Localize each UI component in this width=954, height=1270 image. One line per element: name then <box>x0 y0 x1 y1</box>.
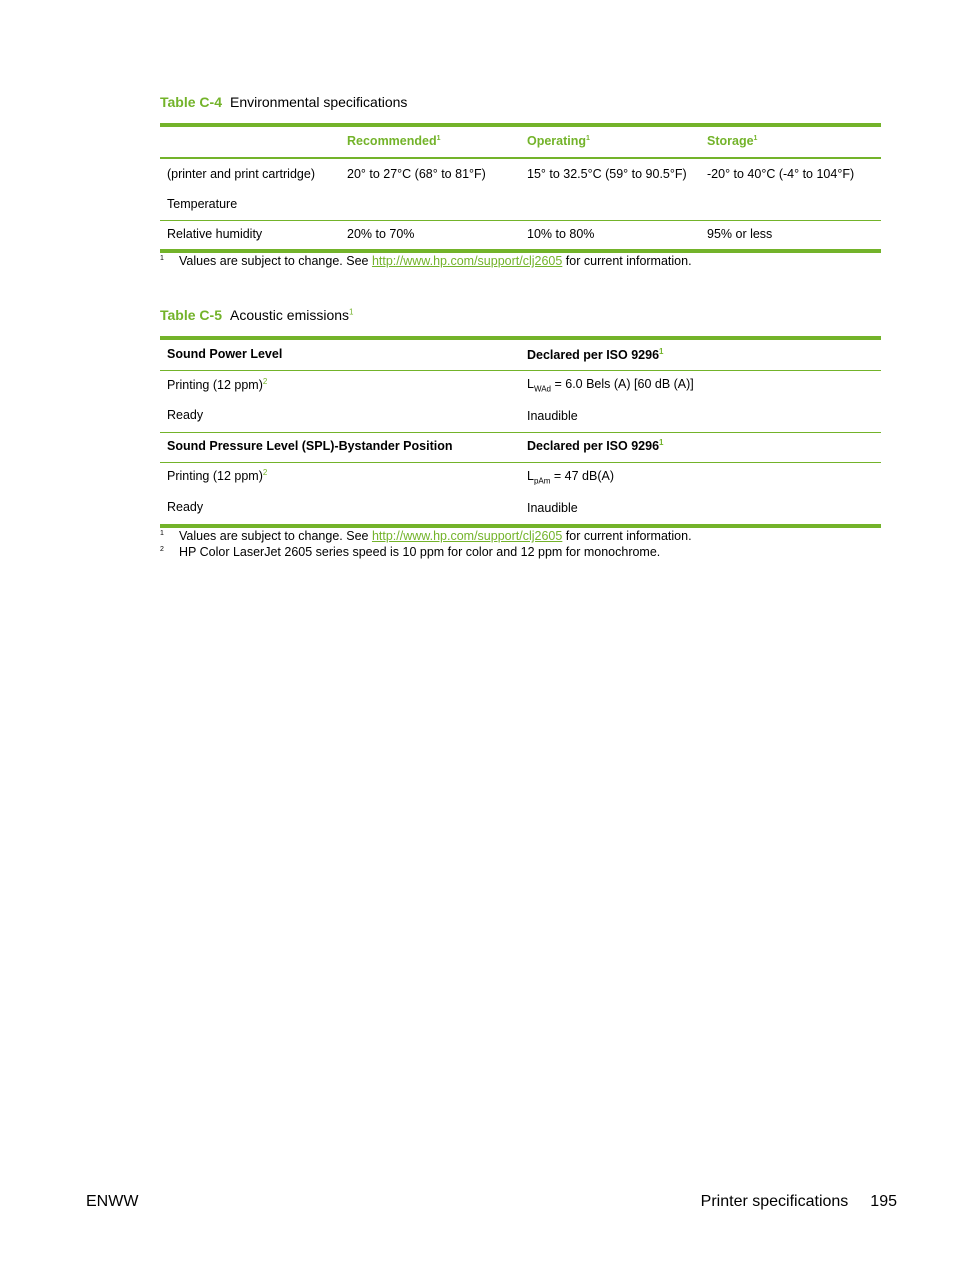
table-c4-number: Table C-4 <box>160 94 222 110</box>
table-row-label-secondary: Temperature <box>167 197 238 211</box>
table-cell-value: Inaudible <box>527 501 578 515</box>
table-c5-top-rule <box>160 336 881 340</box>
section-header-declared: Declared per ISO 9296$^1$ <box>527 437 664 453</box>
section-header-sound-pressure: Sound Pressure Level (SPL)-Bystander Position <box>167 439 453 453</box>
table-row-label: Printing (12 ppm)$^2$ <box>167 376 268 392</box>
table-cell-recommended: 20° to 27°C (68° to 81°F) <box>347 167 486 181</box>
table-c4-footnote-1: 1 Values are subject to change. See http://www.hp.com/support/clj2605 for current information. <box>160 254 692 268</box>
table-cell-value: $L_{WAd} = 6.0$ Bels (A) [60 dB (A)] <box>527 377 694 394</box>
footnote-ref: 1 <box>349 307 354 317</box>
table-c4-bottom-rule <box>160 249 881 253</box>
footer-left-label: ENWW <box>86 1193 139 1210</box>
table-c5-section-rule <box>160 432 881 433</box>
table-cell-value: Inaudible <box>527 409 578 423</box>
table-cell-value: $L_{pAm} = 47$ dB(A) <box>527 469 614 486</box>
table-c4-row-divider <box>160 220 881 221</box>
table-row-label: Relative humidity <box>167 227 263 241</box>
table-row-label: Ready <box>167 408 204 422</box>
table-c5-section-rule <box>160 462 881 463</box>
section-header-declared: Declared per ISO 9296$^1$ <box>527 346 664 362</box>
support-link[interactable]: http://www.hp.com/support/clj2605 <box>371 254 563 268</box>
table-cell-storage: 95% or less <box>707 227 773 241</box>
footnote-mark: 1 <box>160 530 164 537</box>
table-c5-title: Acoustic emissions <box>229 307 350 323</box>
table-c4-caption <box>160 94 407 110</box>
table-c4-header-recommended: Recommended$^1$ <box>347 134 441 148</box>
table-cell-recommended: 20% to 70% <box>347 227 415 241</box>
section-header-sound-power: Sound Power Level <box>167 347 283 361</box>
table-c5-bottom-rule <box>160 524 881 528</box>
table-row-label: (printer and print cartridge) <box>167 167 315 181</box>
page-number: 195 <box>870 1193 897 1210</box>
table-cell-storage: -20° to 40°C (-4° to 104°F) <box>707 167 855 181</box>
table-cell-operating: 15° to 32.5°C (59° to 90.5°F) <box>527 167 687 181</box>
table-cell-operating: 10% to 80% <box>527 227 595 241</box>
table-c5-footnote-2: 2 HP Color LaserJet 2605 series speed is 10 ppm for color and 12 ppm for monochrome. <box>160 545 661 559</box>
table-c5-number: Table C-5 <box>160 307 222 323</box>
table-row-label: Ready <box>167 500 204 514</box>
table-c5-footnote-1: 1 Values are subject to change. See http://www.hp.com/support/clj2605 for current information. <box>160 529 692 543</box>
footer-right <box>701 1192 897 1212</box>
footnote-mark: 2 <box>160 546 164 553</box>
footnote-mark: 1 <box>160 255 164 262</box>
support-link[interactable]: http://www.hp.com/support/clj2605 <box>371 529 563 543</box>
table-c5-caption <box>160 307 353 323</box>
table-c5-section-rule <box>160 370 881 371</box>
table-row-label: Printing (12 ppm)$^2$ <box>167 467 268 483</box>
table-c4-title: Environmental specifications <box>229 94 408 110</box>
footer-section-title: Printer specifications <box>700 1193 849 1210</box>
table-c4-header-operating: Operating$^1$ <box>527 134 590 148</box>
table-c4-top-rule <box>160 123 881 127</box>
table-c4-header-rule <box>160 157 881 159</box>
table-c4-header-storage: Storage$^1$ <box>707 134 758 148</box>
